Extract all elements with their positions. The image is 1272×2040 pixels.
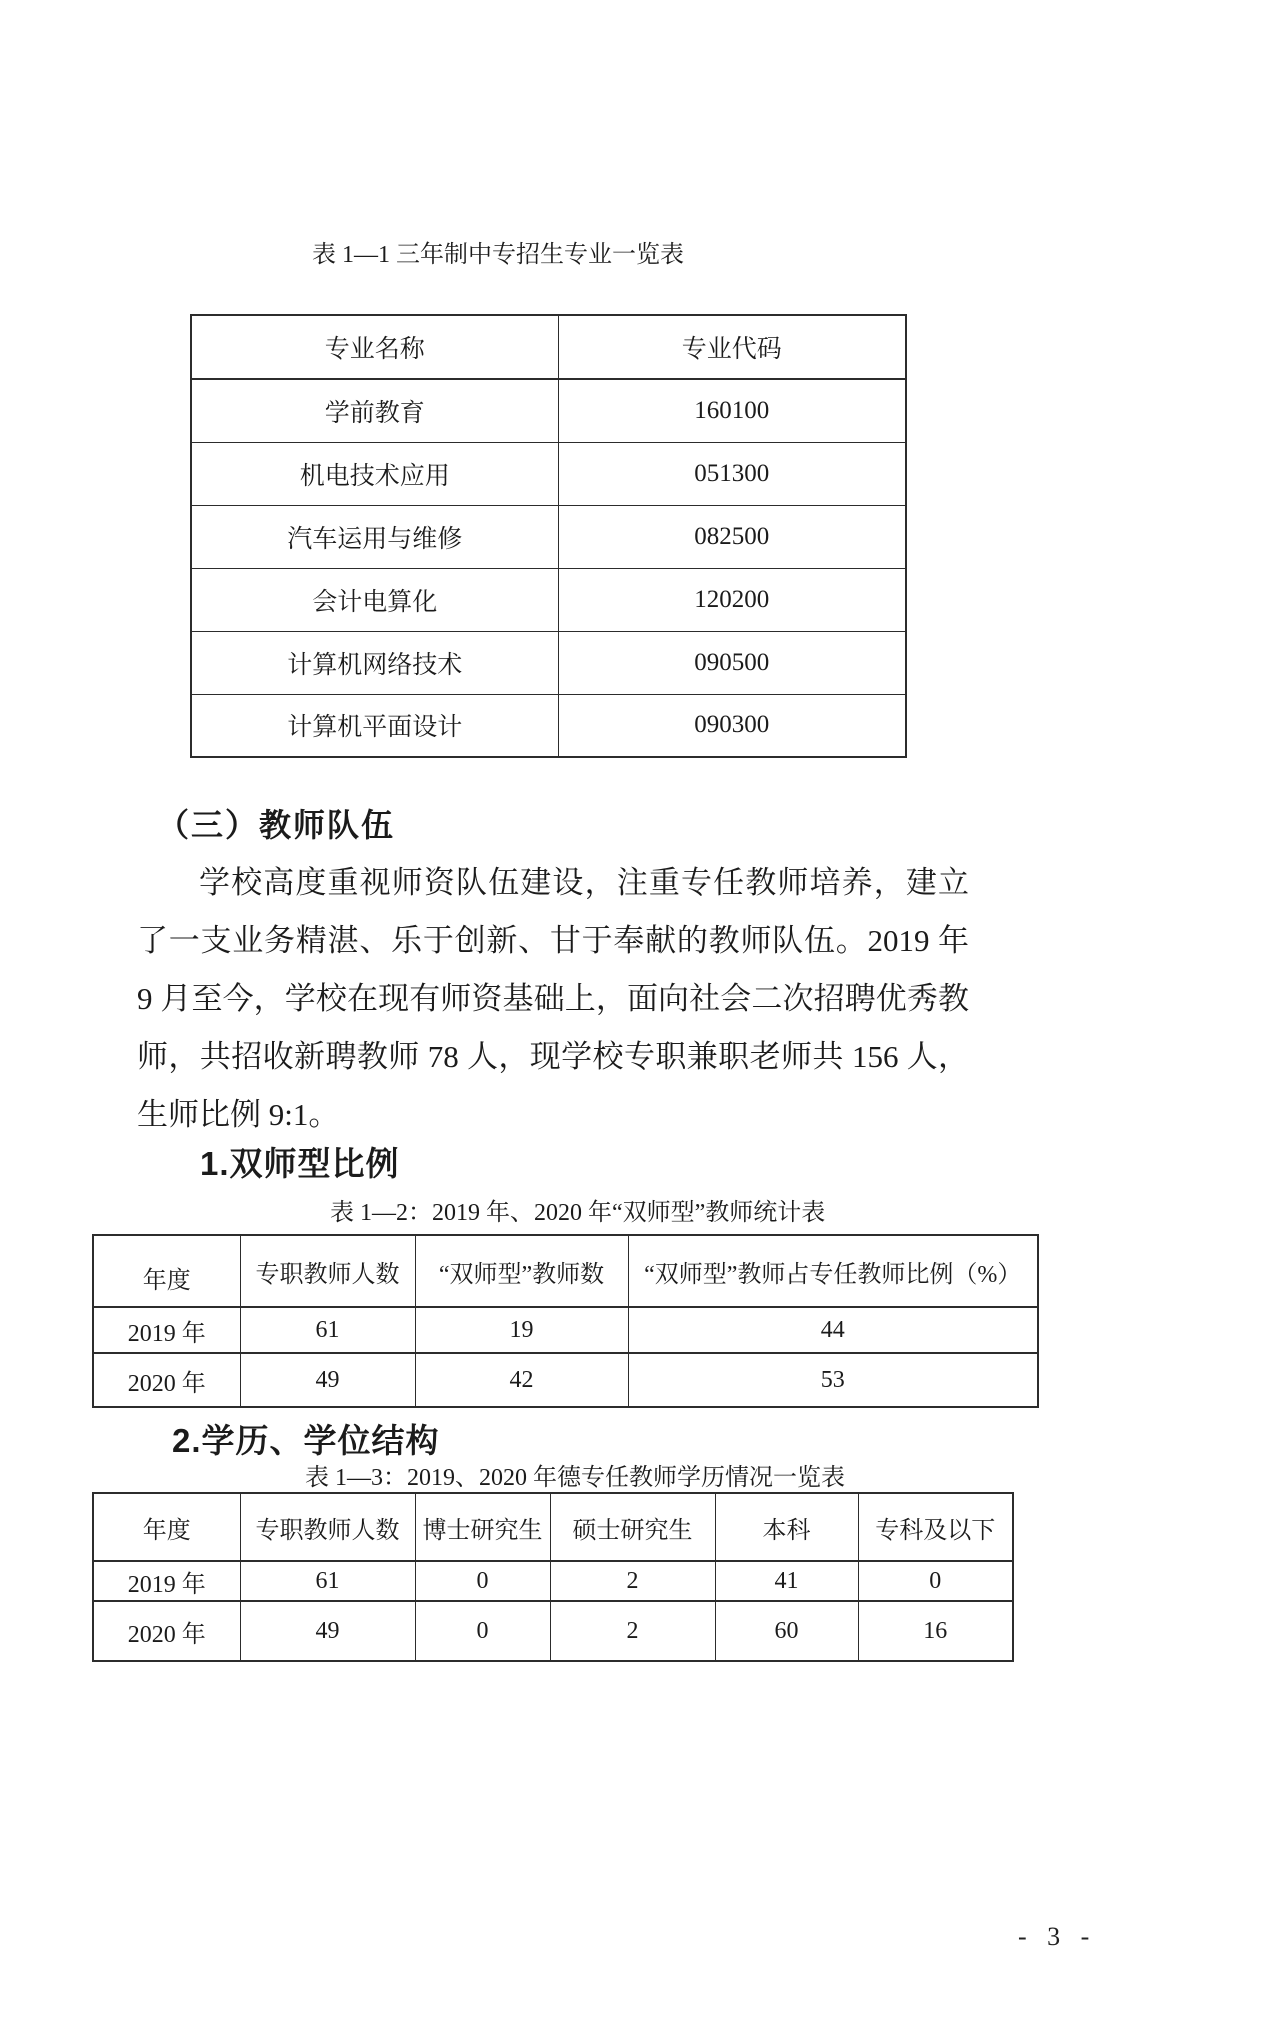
table-cell: 60 [715,1601,858,1661]
table-row [93,1307,1038,1353]
table-cell: 41 [715,1561,858,1601]
document-page [0,240,1272,1951]
table-cell: 49 [240,1601,415,1661]
table-cell: 0 [858,1561,1013,1601]
table-row [93,1561,1013,1601]
table-cell: 051300 [558,442,906,505]
table-row [93,1353,1038,1407]
table-cell: 会计电算化 [191,568,558,631]
column-header-fulltime-count: 专职教师人数 [240,1493,415,1561]
table-cell: 0 [415,1561,550,1601]
table-row [191,505,906,568]
column-header-major-code: 专业代码 [558,315,906,379]
table-row [191,568,906,631]
table-cell: 2 [550,1561,715,1601]
table-row [191,631,906,694]
education-structure-table [92,1492,1014,1662]
table-header-row [191,315,906,379]
table-cell: 42 [415,1353,628,1407]
column-header-year: 年度 [93,1493,240,1561]
majors-table [190,314,907,758]
page-number: - 3 - [1018,1922,1097,1951]
subheading-education-structure: 2.学历、学位结构 [172,1422,440,1459]
table-cell: 44 [628,1307,1038,1353]
table-cell: 2 [550,1601,715,1661]
table-cell: 53 [628,1353,1038,1407]
column-header-bachelor: 本科 [715,1493,858,1561]
table-cell: 61 [240,1307,415,1353]
table-cell: 计算机网络技术 [191,631,558,694]
column-header-major-name: 专业名称 [191,315,558,379]
column-header-associate-below: 专科及以下 [858,1493,1013,1561]
section-heading-teachers: （三）教师队伍 [157,807,396,843]
table-cell: 19 [415,1307,628,1353]
table-cell: 090300 [558,694,906,757]
table-row [191,694,906,757]
table-header-row [93,1493,1013,1561]
table-cell: 16 [858,1601,1013,1661]
column-header-dual-count: “双师型”教师数 [415,1235,628,1307]
table-cell: 2020 年 [93,1601,240,1661]
table3-caption: 表 1—3：2019、2020 年德专任教师学历情况一览表 [305,1465,845,1491]
dual-teacher-table [92,1234,1039,1408]
table-cell: 0 [415,1601,550,1661]
table-row [93,1601,1013,1661]
table-cell: 090500 [558,631,906,694]
table-header-row [93,1235,1038,1307]
table-row [191,442,906,505]
column-header-dual-ratio: “双师型”教师占专任教师比例（%） [628,1235,1038,1307]
table-cell: 61 [240,1561,415,1601]
table-cell: 2020 年 [93,1353,240,1407]
table-cell: 082500 [558,505,906,568]
table-row [191,379,906,442]
table-cell: 学前教育 [191,379,558,442]
table2-caption: 表 1—2：2019 年、2020 年“双师型”教师统计表 [330,1200,826,1226]
table-cell: 机电技术应用 [191,442,558,505]
column-header-fulltime-count: 专职教师人数 [240,1235,415,1307]
column-header-doctoral: 博士研究生 [415,1493,550,1561]
table-cell: 2019 年 [93,1561,240,1601]
subheading-dual-teacher-ratio: 1.双师型比例 [200,1145,400,1182]
table-cell: 120200 [558,568,906,631]
table1-caption: 表 1—1 三年制中专招生专业一览表 [312,242,684,268]
table-cell: 汽车运用与维修 [191,505,558,568]
table-cell: 计算机平面设计 [191,694,558,757]
table-cell: 160100 [558,379,906,442]
table-cell: 49 [240,1353,415,1407]
table-cell: 2019 年 [93,1307,240,1353]
column-header-year: 年度 [93,1235,240,1307]
teachers-paragraph: 学校高度重视师资队伍建设，注重专任教师培养，建立了一支业务精湛、乐于创新、甘于奉献的教师队伍。2019 年 9 月至今，学校在现有师资基础上，面向社会二次招聘优秀教师，共招收新聘教师 78 人，现学校专职兼职老师共 156 人，生师比例 9:1。 [137,865,969,1132]
column-header-masters: 硕士研究生 [550,1493,715,1561]
